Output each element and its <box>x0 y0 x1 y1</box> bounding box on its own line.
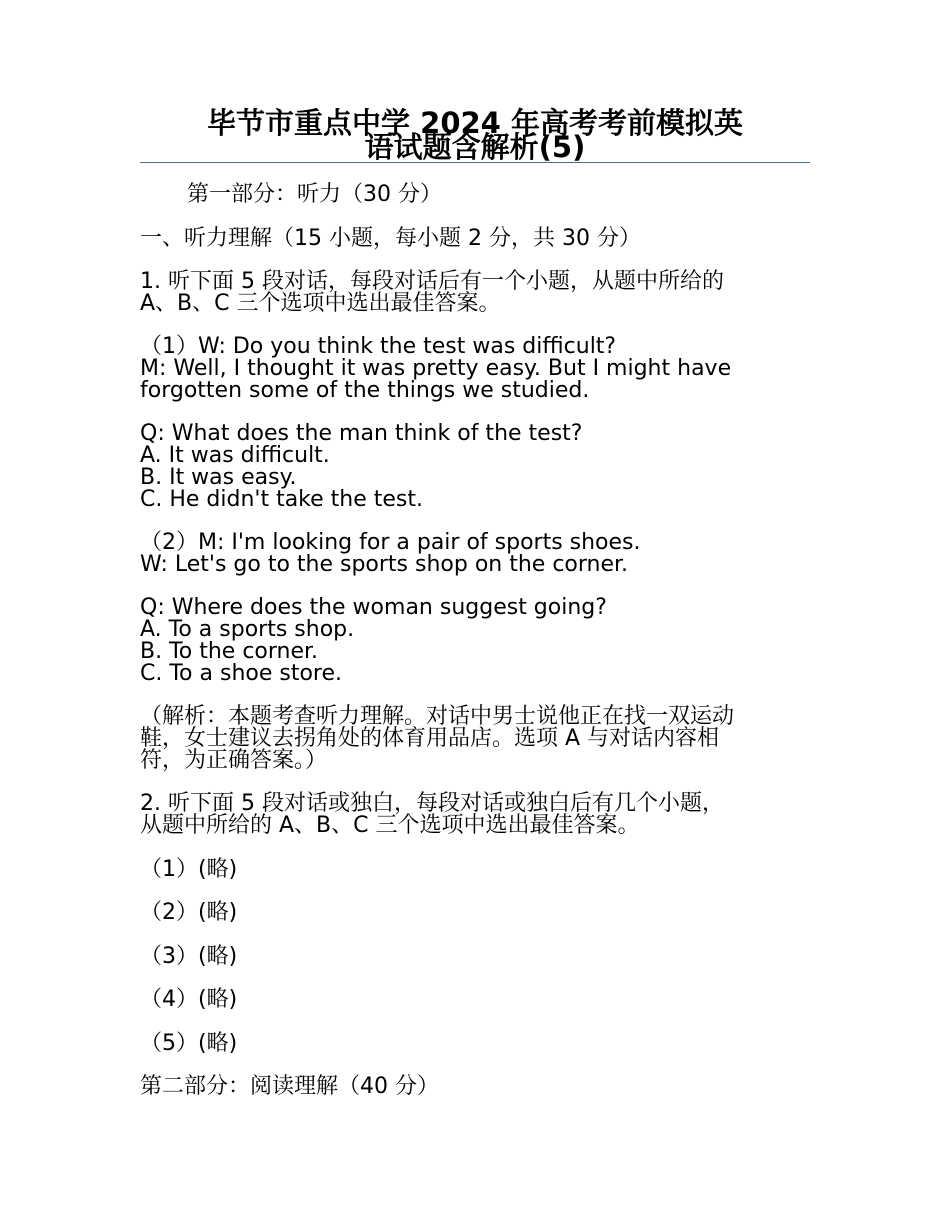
q2-item: （2）(略) <box>140 900 238 925</box>
analysis-line-2: 鞋，女士建议去拐角处的体育用品店。选项 A 与对话内容相 <box>140 726 720 751</box>
dialog2-line-1: （2）M: I'm looking for a pair of sports shoes. <box>140 530 641 555</box>
dialog2-option-c: C. To a shoe store. <box>140 661 343 686</box>
part1-heading: 第一部分：听力（30 分） <box>187 182 442 207</box>
dialog1-line-1: （1）W: Do you think the test was difficult? <box>140 334 617 359</box>
dialog1-option-b: B. It was easy. <box>140 465 297 490</box>
analysis-line-3: 符，为正确答案。） <box>140 748 328 773</box>
q2-item: （5）(略) <box>140 1031 238 1056</box>
part2-heading: 第二部分：阅读理解（40 分） <box>140 1074 439 1099</box>
dialog2-option-b: B. To the corner. <box>140 639 319 664</box>
q2-item: （3）(略) <box>140 944 238 969</box>
dialog1-line-3: forgotten some of the things we studied. <box>140 378 590 403</box>
dialog2-question: Q: Where does the woman suggest going? <box>140 595 607 620</box>
dialog1-question: Q: What does the man think of the test? <box>140 421 583 446</box>
q2-instruction-line-1: 2. 听下面 5 段对话或独白，每段对话或独白后有几个小题， <box>140 791 724 816</box>
dialog1-line-2: M: Well, I thought it was pretty easy. But I might have <box>140 356 732 381</box>
section1-heading: 一、听力理解（15 小题，每小题 2 分，共 30 分） <box>140 226 641 251</box>
q2-instruction-line-2: 从题中所给的 A、B、C 三个选项中选出最佳答案。 <box>140 813 640 838</box>
q2-item: （1）(略) <box>140 857 238 882</box>
dialog1-option-a: A. It was difficult. <box>140 443 330 468</box>
q1-instruction-line-2: A、B、C 三个选项中选出最佳答案。 <box>140 291 501 316</box>
document-title <box>140 108 810 162</box>
q1-instruction-line-1: 1. 听下面 5 段对话，每段对话后有一个小题，从题中所给的 <box>140 269 724 294</box>
dialog2-option-a: A. To a sports shop. <box>140 617 355 642</box>
analysis-line-1: （解析：本题考查听力理解。对话中男士说他正在找一双运动 <box>140 704 735 729</box>
title-underline <box>140 162 810 163</box>
title-line-2: 语试题含解析(5) <box>364 130 586 164</box>
dialog2-line-2: W: Let's go to the sports shop on the corner. <box>140 552 629 577</box>
dialog1-option-c: C. He didn't take the test. <box>140 487 424 512</box>
title-line-1: 毕节市重点中学 2024 年高考考前模拟英 <box>207 106 743 140</box>
q2-item: （4）(略) <box>140 987 238 1012</box>
